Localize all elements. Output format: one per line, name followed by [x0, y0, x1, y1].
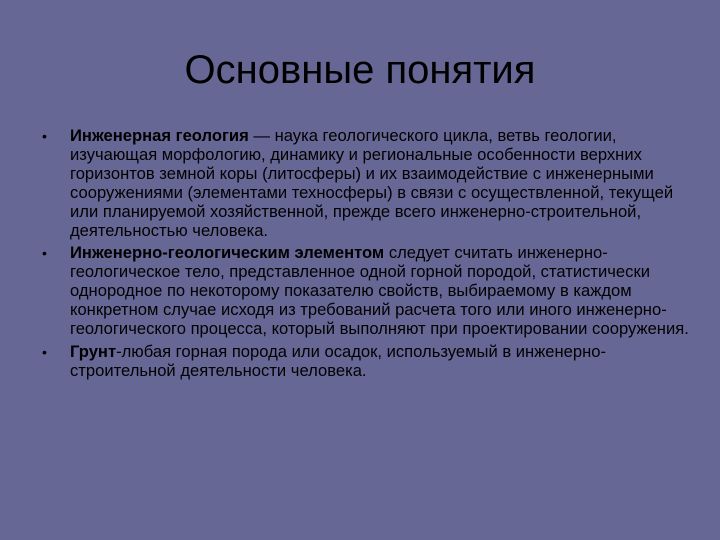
bullet-dot-icon: •	[42, 245, 47, 262]
bullet-term: Инженерная геология	[70, 126, 249, 145]
bullet-text: — наука геологического цикла, ветвь геологии, изучающая морфологию, динамику и региональные особенности верхних горизонтов земной коры (литосферы) и их взаимодействие с инженерными сооружениями (элементами техносферы) в связи с осуществленной, текущей или планируемой хозяйственной, прежде всего инженерно-строительной, деятельностью человека.	[70, 126, 674, 240]
bullet-dot-icon: •	[42, 343, 47, 360]
bullet-text: -любая горная порода или осадок, используемый в инженерно-строительной деятельности человека.	[70, 341, 607, 380]
bullet-term: Грунт	[70, 341, 117, 361]
slide-title: Основные понятия	[184, 48, 536, 92]
bullet-item-soil	[40, 343, 690, 381]
bullet-list	[40, 127, 690, 385]
bullet-item-geological-element	[40, 244, 690, 339]
bullet-dot-icon: •	[42, 128, 47, 144]
bullet-term: Инженерно-геологическим элементом	[70, 243, 385, 263]
bullet-item-engineering-geology	[40, 127, 690, 240]
bullet-text: следует считать инженерно-геологическое тело, представленное одной горной породой, статистически однородное по некоторому показателю свойств, выбираемому в каждом конкретном случае исходя из требований расчета того или иного инженерно-геологического процесса, который выполняют при проектировании сооружения.	[70, 243, 689, 339]
